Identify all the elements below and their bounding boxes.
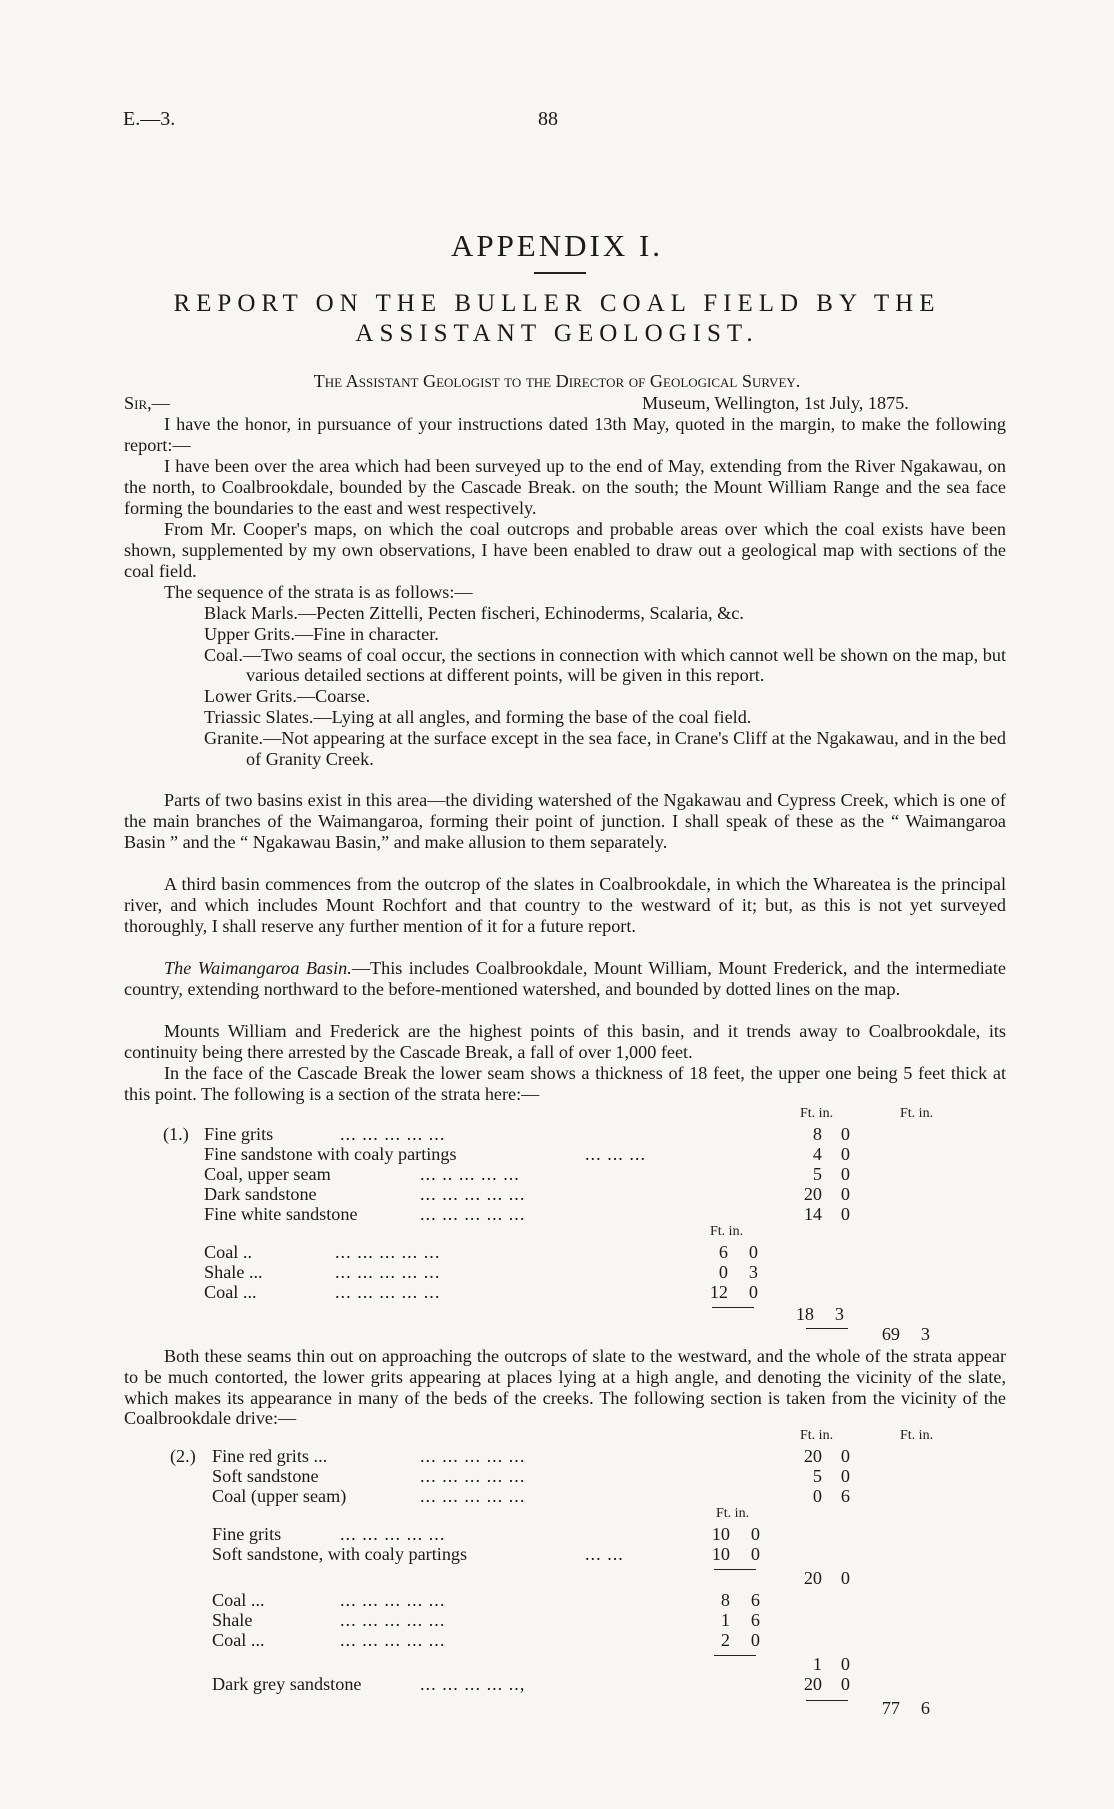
stratum-label: Coal, upper seam [204, 1164, 331, 1184]
inches-value: 0 [840, 1204, 850, 1224]
feet-value: 12 [709, 1282, 728, 1302]
paragraph-4: The sequence of the strata is as follows:— [164, 582, 473, 602]
sum-rule [714, 1569, 756, 1570]
strata-item: Upper Grits.—Fine in character. [204, 623, 439, 644]
unit-header: Ft. in. [800, 1106, 834, 1121]
paragraph-3: From Mr. Cooper's maps, on which the coal outcrops and probable areas over which the coal exists have been shown, supplemented by my own observations, I have been enabled to draw out a geological map with sections of the coal field. [124, 519, 1006, 581]
feet-value: 20 [803, 1568, 822, 1588]
sum-rule [806, 1700, 848, 1701]
leader-dots: ... ... ... ... ... [420, 1466, 526, 1486]
unit-header: Ft. in. [800, 1428, 834, 1443]
leader-dots: ... ... ... ... ... [335, 1262, 441, 1282]
appendix-title: APPENDIX I. [450, 228, 664, 263]
report-title-line-1: REPORT ON THE BULLER COAL FIELD BY THE [173, 290, 941, 317]
inches-value: 6 [750, 1590, 760, 1610]
inches-value: 3 [748, 1262, 758, 1282]
stratum-label: Soft sandstone, with coaly partings [212, 1544, 468, 1564]
leader-dots: ... ... ... [585, 1144, 647, 1164]
feet-value: 69 [881, 1324, 900, 1344]
feet-value: 20 [803, 1184, 822, 1204]
stratum-label: Coal ... [212, 1630, 265, 1650]
unit-header: Ft. in. [710, 1224, 744, 1239]
inches-value: 0 [750, 1630, 760, 1650]
inches-value: 6 [840, 1486, 850, 1506]
inches-value: 6 [920, 1698, 930, 1718]
strata-item: Granite.—Not appearing at the surface except in the sea face, in Crane's Cliff at the Ngakawau, and in the bed of Granity Creek. [204, 727, 1006, 769]
feet-value: 6 [718, 1242, 728, 1262]
feet-value: 1 [812, 1654, 822, 1674]
strata-item: Lower Grits.—Coarse. [204, 686, 371, 707]
feet-value: 20 [803, 1674, 822, 1694]
leader-dots: ... .. ... ... ... [420, 1164, 520, 1184]
paragraph-9: In the face of the Cascade Break the lower seam shows a thickness of 18 feet, the upper one being 5 feet thick at this point. The following is a section of the strata here:— [124, 1063, 1006, 1104]
leader-dots: ... ... ... ... .., [420, 1674, 526, 1694]
leader-dots: ... ... ... ... ... [420, 1204, 526, 1224]
stratum-label: Coal ... [212, 1590, 265, 1610]
feet-value: 8 [812, 1124, 822, 1144]
stratum-label: Fine grits [212, 1524, 282, 1544]
unit-header: Ft. in. [900, 1428, 934, 1443]
inches-value: 0 [840, 1184, 850, 1204]
leader-dots: ... ... ... ... ... [335, 1282, 441, 1302]
inches-value: 0 [748, 1242, 758, 1262]
basin-heading: The Waimangaroa Basin. [164, 958, 352, 978]
sum-rule [806, 1328, 848, 1329]
stratum-label: Fine sandstone with coaly partings [204, 1144, 457, 1164]
strata-item: Black Marls.—Pecten Zittelli, Pecten fischeri, Echinoderms, Scalaria, &c. [204, 603, 744, 623]
inches-value: 3 [920, 1324, 930, 1344]
section-number: (1.) [163, 1124, 189, 1144]
inches-value: 3 [834, 1304, 844, 1324]
leader-dots: ... ... ... ... ... [340, 1610, 446, 1630]
paragraph-7 [124, 958, 1006, 1000]
feet-value: 0 [812, 1486, 822, 1506]
inches-value: 0 [840, 1144, 850, 1164]
feet-value: 1 [720, 1610, 730, 1630]
feet-value: 20 [803, 1446, 822, 1466]
paragraph-1: I have the honor, in pursuance of your instructions dated 13th May, quoted in the margin, to make the following report:— [124, 414, 1006, 455]
inches-value: 6 [750, 1610, 760, 1630]
feet-value: 14 [803, 1204, 822, 1224]
inches-value: 0 [840, 1164, 850, 1184]
page-number: 88 [538, 108, 558, 130]
paragraph-7-text: —This includes Coalbrookdale, Mount William, Mount Frederick, and the intermediate country, extending northward to the before-mentioned watershed, and bounded by dotted lines on the map. [124, 958, 1006, 999]
feet-value: 10 [711, 1524, 730, 1544]
inches-value: 0 [840, 1674, 850, 1694]
leader-dots: ... ... ... ... ... [335, 1242, 441, 1262]
stratum-label: Shale ... [204, 1262, 263, 1282]
stratum-label: Shale [212, 1610, 253, 1630]
leader-dots: ... ... ... ... ... [420, 1486, 526, 1506]
strata-item: Coal.—Two seams of coal occur, the sections in connection with which cannot well be shown on the map, but various detailed sections at different points, will be given in this report. [204, 644, 1006, 686]
paragraph-6: A third basin commences from the outcrop of the slates in Coalbrookdale, in which the Whareatea is the principal river, and which includes Mount Rochfort and that country to the westward of it; but, as this is not yet surveyed thoroughly, I shall reserve any further mention of it for a future report. [124, 874, 1006, 936]
leader-dots: ... ... ... ... ... [340, 1630, 446, 1650]
feet-value: 5 [812, 1164, 822, 1184]
leader-dots: ... ... ... ... ... [340, 1590, 446, 1610]
report-title-line-2: ASSISTANT GEOLOGIST. [355, 320, 759, 347]
stratum-label: Coal (upper seam) [212, 1486, 347, 1506]
strata-item: Triassic Slates.—Lying at all angles, and forming the base of the coal field. [204, 706, 752, 727]
stratum-label: Coal ... [204, 1282, 257, 1302]
paragraph-10: Both these seams thin out on approaching the outcrops of slate to the westward, and the whole of the strata appear to be much contorted, the lower grits appearing at places lying at a high angle, and denoting the vicinity of the slate, which makes its appearance in many of the beds of the creeks. The following section is taken from the vicinity of the Coalbrookdale drive:— [124, 1346, 1006, 1429]
feet-value: 18 [795, 1304, 814, 1324]
feet-value: 5 [812, 1466, 822, 1486]
leader-dots: ... ... [585, 1544, 624, 1564]
feet-value: 2 [720, 1630, 730, 1650]
feet-value: 10 [711, 1544, 730, 1564]
sum-rule [712, 1307, 754, 1308]
paragraph-2: I have been over the area which had been surveyed up to the end of May, extending from the River Ngakawau, on the north, to Coalbrookdale, bounded by the Cascade Break. on the south; the Mount William Range and the sea face forming the boundaries to the east and west respectively. [124, 456, 1006, 518]
leader-dots: ... ... ... ... ... [420, 1446, 526, 1466]
salutation: Sir,— [124, 393, 170, 413]
inches-value: 0 [840, 1568, 850, 1588]
inches-value: 0 [840, 1466, 850, 1486]
paragraph-8: Mounts William and Frederick are the highest points of this basin, and it trends away to Coalbrookdale, its continuity being there arrested by the Cascade Break, a fall of over 1,000 feet. [124, 1021, 1006, 1062]
feet-value: 0 [718, 1262, 728, 1282]
feet-value: 8 [720, 1590, 730, 1610]
from-to-line: The Assistant Geologist to the Director of Geological Survey. [313, 371, 801, 391]
inches-value: 0 [840, 1124, 850, 1144]
unit-header: Ft. in. [716, 1506, 750, 1521]
inches-value: 0 [750, 1544, 760, 1564]
stratum-label: Fine red grits ... [212, 1446, 328, 1466]
inches-value: 0 [840, 1446, 850, 1466]
feet-value: 77 [881, 1698, 900, 1718]
series-code: E.—3. [123, 108, 176, 130]
stratum-label: Fine white sandstone [204, 1204, 358, 1224]
stratum-label: Soft sandstone [212, 1466, 319, 1486]
leader-dots: ... ... ... ... ... [420, 1184, 526, 1204]
place-date: Museum, Wellington, 1st July, 1875. [642, 393, 909, 413]
strata-list [204, 603, 1006, 769]
feet-value: 4 [812, 1144, 822, 1164]
stratum-label: Dark grey sandstone [212, 1674, 362, 1694]
stratum-label: Fine grits [204, 1124, 274, 1144]
title-rule [534, 272, 586, 274]
leader-dots: ... ... ... ... ... [340, 1124, 446, 1144]
stratum-label: Coal .. [204, 1242, 252, 1262]
stratum-label: Dark sandstone [204, 1184, 317, 1204]
section-number: (2.) [170, 1446, 196, 1466]
inches-value: 0 [748, 1282, 758, 1302]
inches-value: 0 [840, 1654, 850, 1674]
sum-rule [714, 1655, 756, 1656]
inches-value: 0 [750, 1524, 760, 1544]
unit-header: Ft. in. [900, 1106, 934, 1121]
leader-dots: ... ... ... ... ... [340, 1524, 446, 1544]
paragraph-5: Parts of two basins exist in this area—the dividing watershed of the Ngakawau and Cypress Creek, which is one of the main branches of the Waimangaroa, forming their point of junction. I shall speak of these as the “ Waimangaroa Basin ” and the “ Ngakawau Basin,” and make allusion to them separately. [124, 790, 1006, 852]
